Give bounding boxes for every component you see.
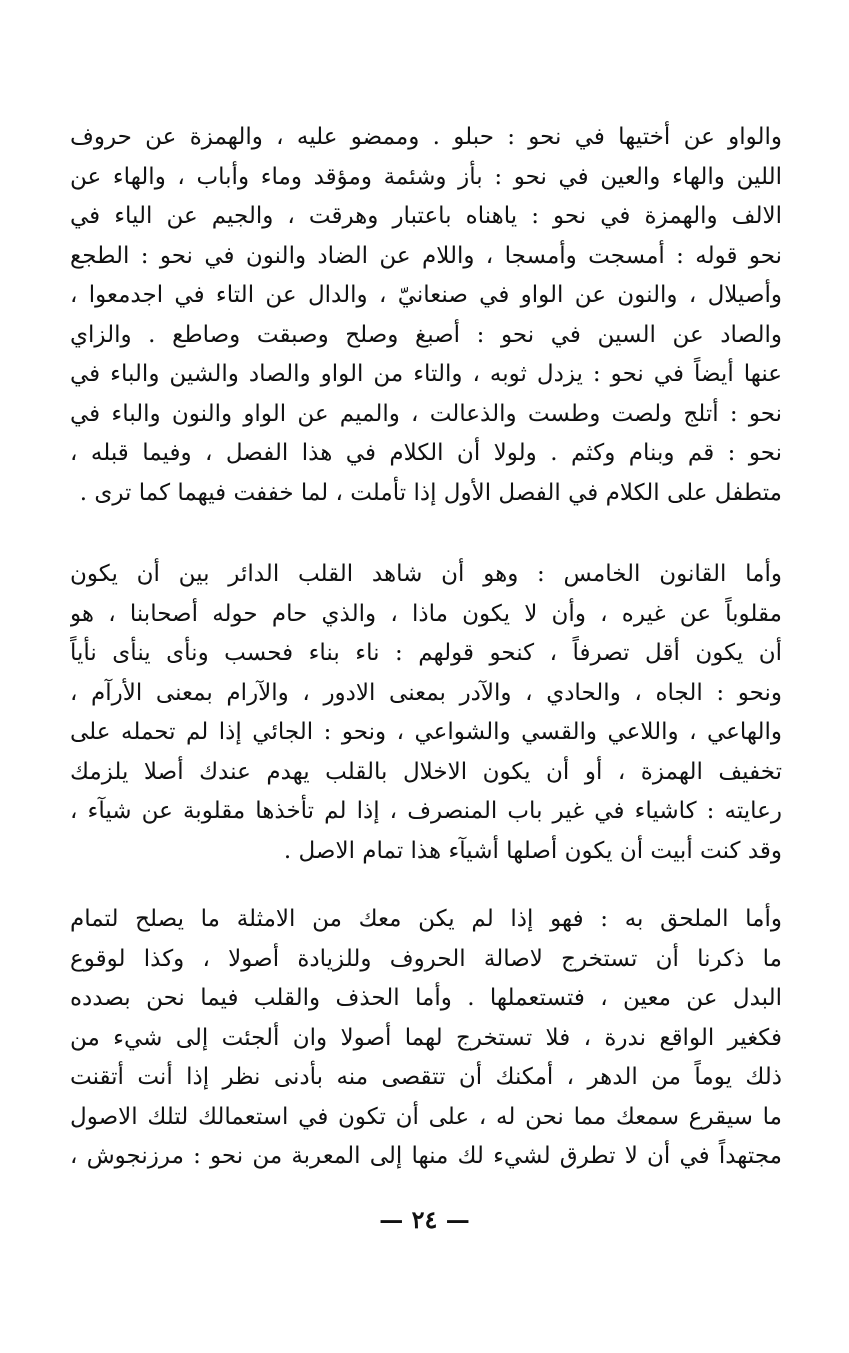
- text-line: والواو عن أختيها في نحو : حبلو . وممضو عليه ، والهمزة عن حروف: [70, 124, 782, 150]
- text-line: نحو قوله : أمسجت وأمسجا ، واللام عن الضاد والنون في نحو : الطجع: [70, 242, 782, 269]
- text-line: والصاد عن السين في نحو : أصبغ وصلح وصبقت وصاطع . والزاي: [70, 321, 782, 348]
- text-line: اللين والهاء والعين في نحو : بأز وشئمة ومؤقد وماء وأباب ، والهاء عن: [70, 163, 782, 190]
- paragraph-letter-substitution: [70, 118, 782, 513]
- text-line: ونحو : الجاه ، والحادي ، والآدر بمعنى الادور ، والآرام بمعنى الأرآم ،: [70, 679, 782, 706]
- text-line: مجتهداً في أن لا تطرق لشيء لك منها إلى المعربة من نحو : مرزنجوش ،: [70, 1143, 782, 1169]
- text-line: وأصيلال ، والنون عن الواو في صنعانيّ ، والدال عن التاء في اجدمعوا ،: [70, 282, 782, 308]
- text-line: البدل عن معين ، فتستعملها . وأما الحذف والقلب فيما نحن بصدده: [70, 985, 782, 1011]
- text-line: متطفل على الكلام في الفصل الأول إذا تأملت ، لما خففت فيهما كما ترى .: [79, 479, 782, 506]
- text-line: ما ذكرنا أن تستخرج لاصالة الحروف وللزيادة أصولا ، وكذا لوقوع: [70, 945, 782, 972]
- text-line: وقد كنت أبيت أن يكون أصلها أشيآء هذا تمام الاصل .: [283, 837, 782, 864]
- page-number: — ٢٤ —: [379, 1205, 470, 1234]
- text-line: ما سيقرع سمعك مما نحن له ، على أن تكون في استعمالك لتلك الاصول: [70, 1103, 782, 1130]
- text-line: والهاعي ، واللاعي والقسي والشواعي ، ونحو : الجائي إذا لم تحمله على: [70, 719, 782, 745]
- text-line: نحو : أتلج ولصت وطست والذعالت ، والميم عن الواو والنون والباء في: [70, 400, 782, 427]
- paragraph-appended-forms: [70, 900, 782, 1177]
- text-line: مقلوباً عن غيره ، وأن لا يكون ماذا ، والذي حام حوله أصحابنا ، هو: [70, 600, 782, 627]
- paragraph-fifth-rule: [70, 555, 782, 871]
- text-line: رعايته : كاشياء في غير باب المنصرف ، إذا لم تأخذها مقلوبة عن شيآء ،: [70, 798, 782, 824]
- text-line: نحو : قم وبنام وكثم . ولولا أن الكلام في هذا الفصل ، وفيما قبله ،: [70, 440, 782, 466]
- text-line: تخفيف الهمزة ، أو أن يكون الاخلال بالقلب يهدم عندك أصلا يلزمك: [70, 758, 782, 785]
- text-line: الالف والهمزة في نحو : ياهناه باعتبار وهرقت ، والجيم عن الياء في: [70, 203, 782, 229]
- text-line: أن يكون أقل تصرفاً ، كنحو قولهم : ناء بناء فحسب ونأى ينأى نأياً: [70, 640, 782, 666]
- text-line: عنها أيضاً في نحو : يزدل ثوبه ، والتاء من الواو والصاد والشين والباء في: [70, 361, 782, 387]
- text-line: ذلك يوماً من الدهر ، أمكنك أن تتقصى منه بأدنى نظر إذا أنت أتقنت: [70, 1064, 782, 1090]
- text-line: وأما القانون الخامس : وهو أن شاهد القلب الدائر بين أن يكون: [70, 561, 782, 587]
- text-line: فكغير الواقع ندرة ، فلا تستخرج لهما أصولا وان ألجئت إلى شيء من: [70, 1024, 782, 1051]
- text-line: وأما الملحق به : فهو إذا لم يكن معك من الامثلة ما يصلح لتمام: [70, 906, 782, 932]
